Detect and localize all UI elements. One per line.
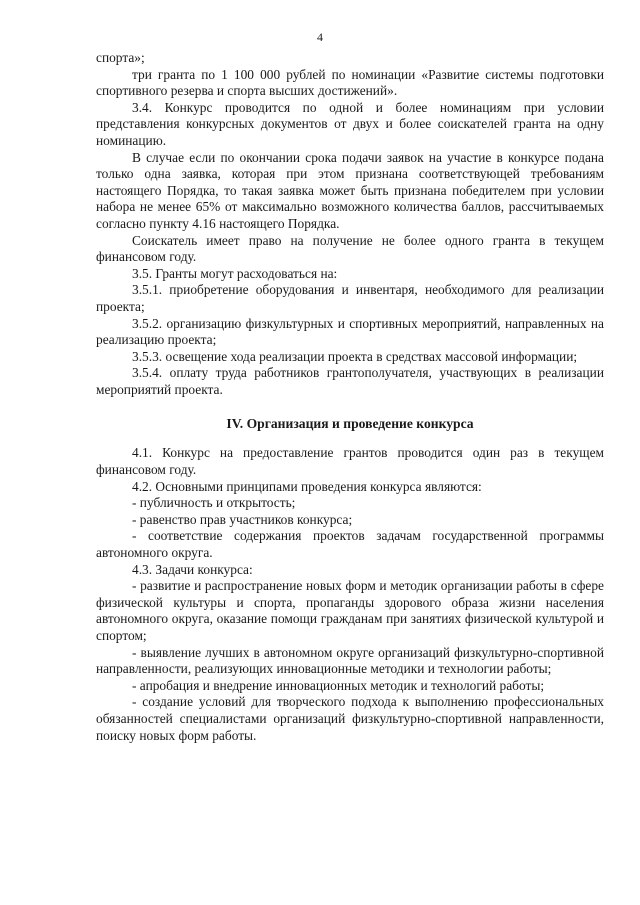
paragraph: три гранта по 1 100 000 рублей по номинации «Развитие системы подготовки спортивного резерва и спорта высших достижений». xyxy=(96,66,604,99)
list-item: - равенство прав участников конкурса; xyxy=(132,511,353,527)
list-item: - развитие и распространение новых форм и методик организации работы в сфере физической культуры и спорта, пропаганды здорового образа жизни населения автономного округа, оказание помощи гражданам при занятиях физической культурой и спортом; xyxy=(96,578,604,643)
paragraph: В случае если по окончании срока подачи заявок на участие в конкурсе подана только одна заявка, которая при этом признана соответствующей требованиям настоящего Порядка, то такая заявка может быть признана победителем при условии набора не менее 65% от максимально возможного количества баллов, рассчитываемых согласно пункту 4.16 настоящего Порядка. xyxy=(96,149,604,231)
paragraph: спорта»; xyxy=(96,50,145,65)
paragraph: Соискатель имеет право на получение не более одного гранта в текущем финансовом году. xyxy=(96,232,604,265)
list-item: 3.5.2. организацию физкультурных и спортивных мероприятий, направленных на реализацию проекта; xyxy=(96,315,604,348)
list-item: - публичность и открытость; xyxy=(132,495,296,511)
list-item: 3.5.3. освещение хода реализации проекта в средствах массовой информации; xyxy=(132,348,578,364)
paragraph: 3.5. Гранты могут расходоваться на: xyxy=(132,265,338,281)
list-item: - апробация и внедрение инновационных методик и технологий работы; xyxy=(132,677,545,693)
page-number: 4 xyxy=(317,30,323,44)
paragraph: 4.3. Задачи конкурса: xyxy=(132,561,253,577)
paragraph: 4.2. Основными принципами проведения конкурса являются: xyxy=(132,478,482,494)
list-item: 3.5.4. оплату труда работников грантополучателя, участвующих в реализации мероприятий проекта. xyxy=(96,365,604,397)
list-item: 3.5.1. приобретение оборудования и инвентаря, необходимого для реализации проекта; xyxy=(96,282,604,314)
section-heading: IV. Организация и проведение конкурса xyxy=(226,416,474,432)
paragraph: 3.4. Конкурс проводится по одной и более номинациям при условии представления конкурсных документов от двух и более соискателей гранта на одну номинацию. xyxy=(96,99,604,148)
section-three-continued xyxy=(96,50,604,398)
paragraph: 4.1. Конкурс на предоставление грантов проводится один раз в текущем финансовом году. xyxy=(96,445,604,478)
list-item: - выявление лучших в автономном округе организаций физкультурно-спортивной направленности, реализующих инновационные методики и технологии работы; xyxy=(96,644,604,677)
section-four xyxy=(96,445,604,744)
document-body xyxy=(96,50,604,744)
list-item: - создание условий для творческого подхода к выполнению профессиональных обязанностей специалистами организаций физкультурно-спортивной направленности, поиску новых форм работы. xyxy=(96,694,604,743)
list-item: - соответствие содержания проектов задачам государственной программы автономного округа. xyxy=(96,528,604,561)
